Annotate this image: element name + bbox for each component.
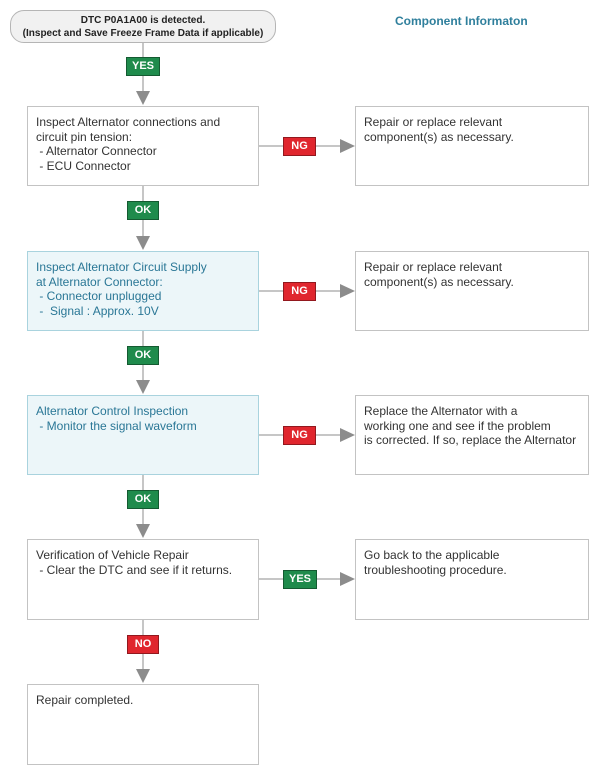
badge-no: NO bbox=[127, 635, 159, 654]
outcome-go-back bbox=[355, 539, 589, 620]
start-line-1: DTC P0A1A00 is detected. bbox=[80, 15, 206, 26]
badge-ng: NG bbox=[283, 282, 316, 301]
step-line: - Connector unplugged bbox=[36, 289, 162, 303]
badge-ng: NG bbox=[283, 426, 316, 445]
badge-ok: OK bbox=[127, 346, 159, 365]
step-line: Verification of Vehicle Repair bbox=[36, 548, 189, 562]
outcome-line: working one and see if the problem bbox=[364, 418, 551, 433]
outcome-line: Repair or replace relevant bbox=[364, 260, 503, 274]
step-line: - Alternator Connector bbox=[36, 144, 157, 158]
outcome-replace-alternator bbox=[355, 395, 589, 475]
outcome-repair-replace-1 bbox=[355, 106, 589, 186]
step-line: - Signal : Approx. 10V bbox=[36, 303, 159, 318]
outcome-line: Go back to the applicable bbox=[364, 548, 500, 562]
step-inspect-circuit-supply[interactable] bbox=[27, 251, 259, 331]
start-dtc-detected bbox=[10, 10, 276, 43]
step-line: Alternator Control Inspection bbox=[36, 404, 189, 418]
step-verify-repair bbox=[27, 539, 259, 620]
outcome-line: Replace the Alternator with a bbox=[364, 404, 518, 418]
outcome-line: troubleshooting procedure. bbox=[364, 562, 507, 577]
badge-ok: OK bbox=[127, 490, 159, 509]
outcome-line: Repair or replace relevant bbox=[364, 115, 503, 129]
step-line: Inspect Alternator connections and bbox=[36, 115, 221, 129]
step-line: - Monitor the signal waveform bbox=[36, 418, 197, 433]
outcome-line: component(s) as necessary. bbox=[364, 274, 514, 289]
start-line-2: (Inspect and Save Freeze Frame Data if applicable) bbox=[22, 28, 264, 39]
step-control-inspection[interactable] bbox=[27, 395, 259, 475]
badge-ng: NG bbox=[283, 137, 316, 156]
step-inspect-connections bbox=[27, 106, 259, 186]
step-line: Inspect Alternator Circuit Supply bbox=[36, 260, 207, 274]
component-information-link[interactable]: Component Informaton bbox=[395, 14, 528, 28]
step-repair-completed bbox=[27, 684, 259, 765]
badge-yes: YES bbox=[283, 570, 317, 589]
step-line: circuit pin tension: bbox=[36, 129, 133, 144]
outcome-repair-replace-2 bbox=[355, 251, 589, 331]
step-line: - Clear the DTC and see if it returns. bbox=[36, 562, 233, 577]
outcome-line: component(s) as necessary. bbox=[364, 129, 514, 144]
step-line: Repair completed. bbox=[36, 693, 134, 707]
step-line: - ECU Connector bbox=[36, 158, 131, 173]
step-line: at Alternator Connector: bbox=[36, 274, 163, 289]
badge-ok: OK bbox=[127, 201, 159, 220]
badge-yes: YES bbox=[126, 57, 160, 76]
outcome-line: is corrected. If so, replace the Alternator bbox=[364, 433, 577, 447]
